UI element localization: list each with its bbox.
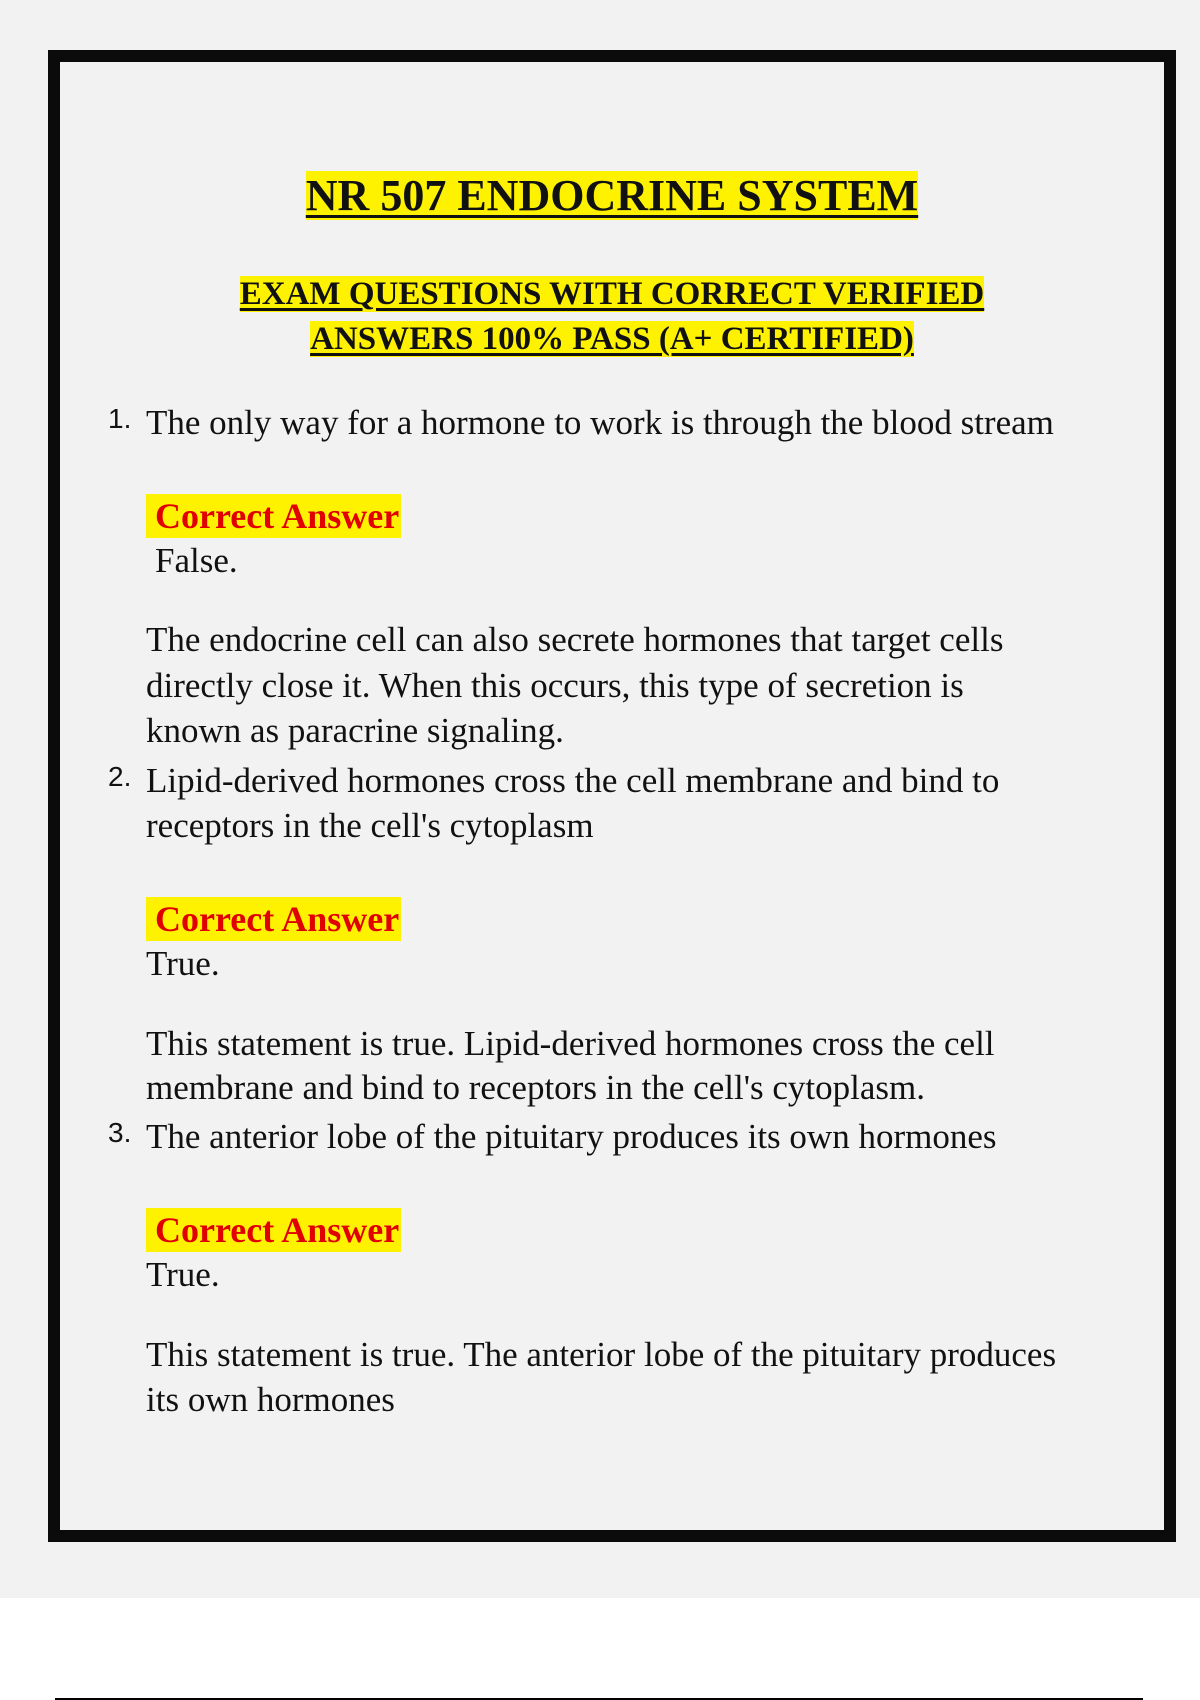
document-title-text: NR 507 ENDOCRINE SYSTEM — [305, 171, 919, 220]
question-1-answer-label: Correct Answer — [146, 494, 401, 538]
question-1-number: 1. — [108, 403, 132, 434]
question-2-text-line-2: receptors in the cell's cytoplasm — [146, 806, 594, 845]
question-2-answer: True. — [146, 944, 220, 983]
question-2-number: 2. — [108, 761, 132, 792]
question-1-explanation-line-2: directly close it. When this occurs, this type of secretion is — [146, 666, 964, 705]
document-title — [60, 170, 1164, 223]
question-1-explanation-line-3: known as paracrine signaling. — [146, 711, 564, 750]
question-1-explanation-line-1: The endocrine cell can also secrete hormones that target cells — [146, 620, 1004, 659]
question-1-answer: False. — [155, 541, 238, 580]
subtitle-line-1: EXAM QUESTIONS WITH CORRECT VERIFIED — [239, 276, 985, 312]
document-frame — [48, 50, 1176, 1542]
question-3-answer-label: Correct Answer — [146, 1208, 401, 1252]
question-3-explanation-line-1: This statement is true. The anterior lobe of the pituitary produces — [146, 1335, 1057, 1374]
question-3-number: 3. — [108, 1117, 132, 1148]
question-2-text-line-1: Lipid-derived hormones cross the cell membrane and bind to — [146, 761, 1000, 800]
question-3-explanation-line-2: its own hormones — [146, 1380, 395, 1419]
subtitle-line-2: ANSWERS 100% PASS (A+ CERTIFIED) — [310, 320, 914, 357]
question-2-explanation-line-2: membrane and bind to receptors in the cell's cytoplasm. — [146, 1068, 925, 1107]
question-2-answer-label: Correct Answer — [146, 897, 401, 941]
question-2-explanation-line-1: This statement is true. Lipid-derived hormones cross the cell — [146, 1024, 995, 1063]
question-3-answer: True. — [146, 1255, 220, 1294]
document-subtitle — [60, 272, 1164, 362]
question-1-text: The only way for a hormone to work is through the blood stream — [146, 403, 1054, 442]
question-3-text: The anterior lobe of the pituitary produces its own hormones — [146, 1117, 997, 1156]
